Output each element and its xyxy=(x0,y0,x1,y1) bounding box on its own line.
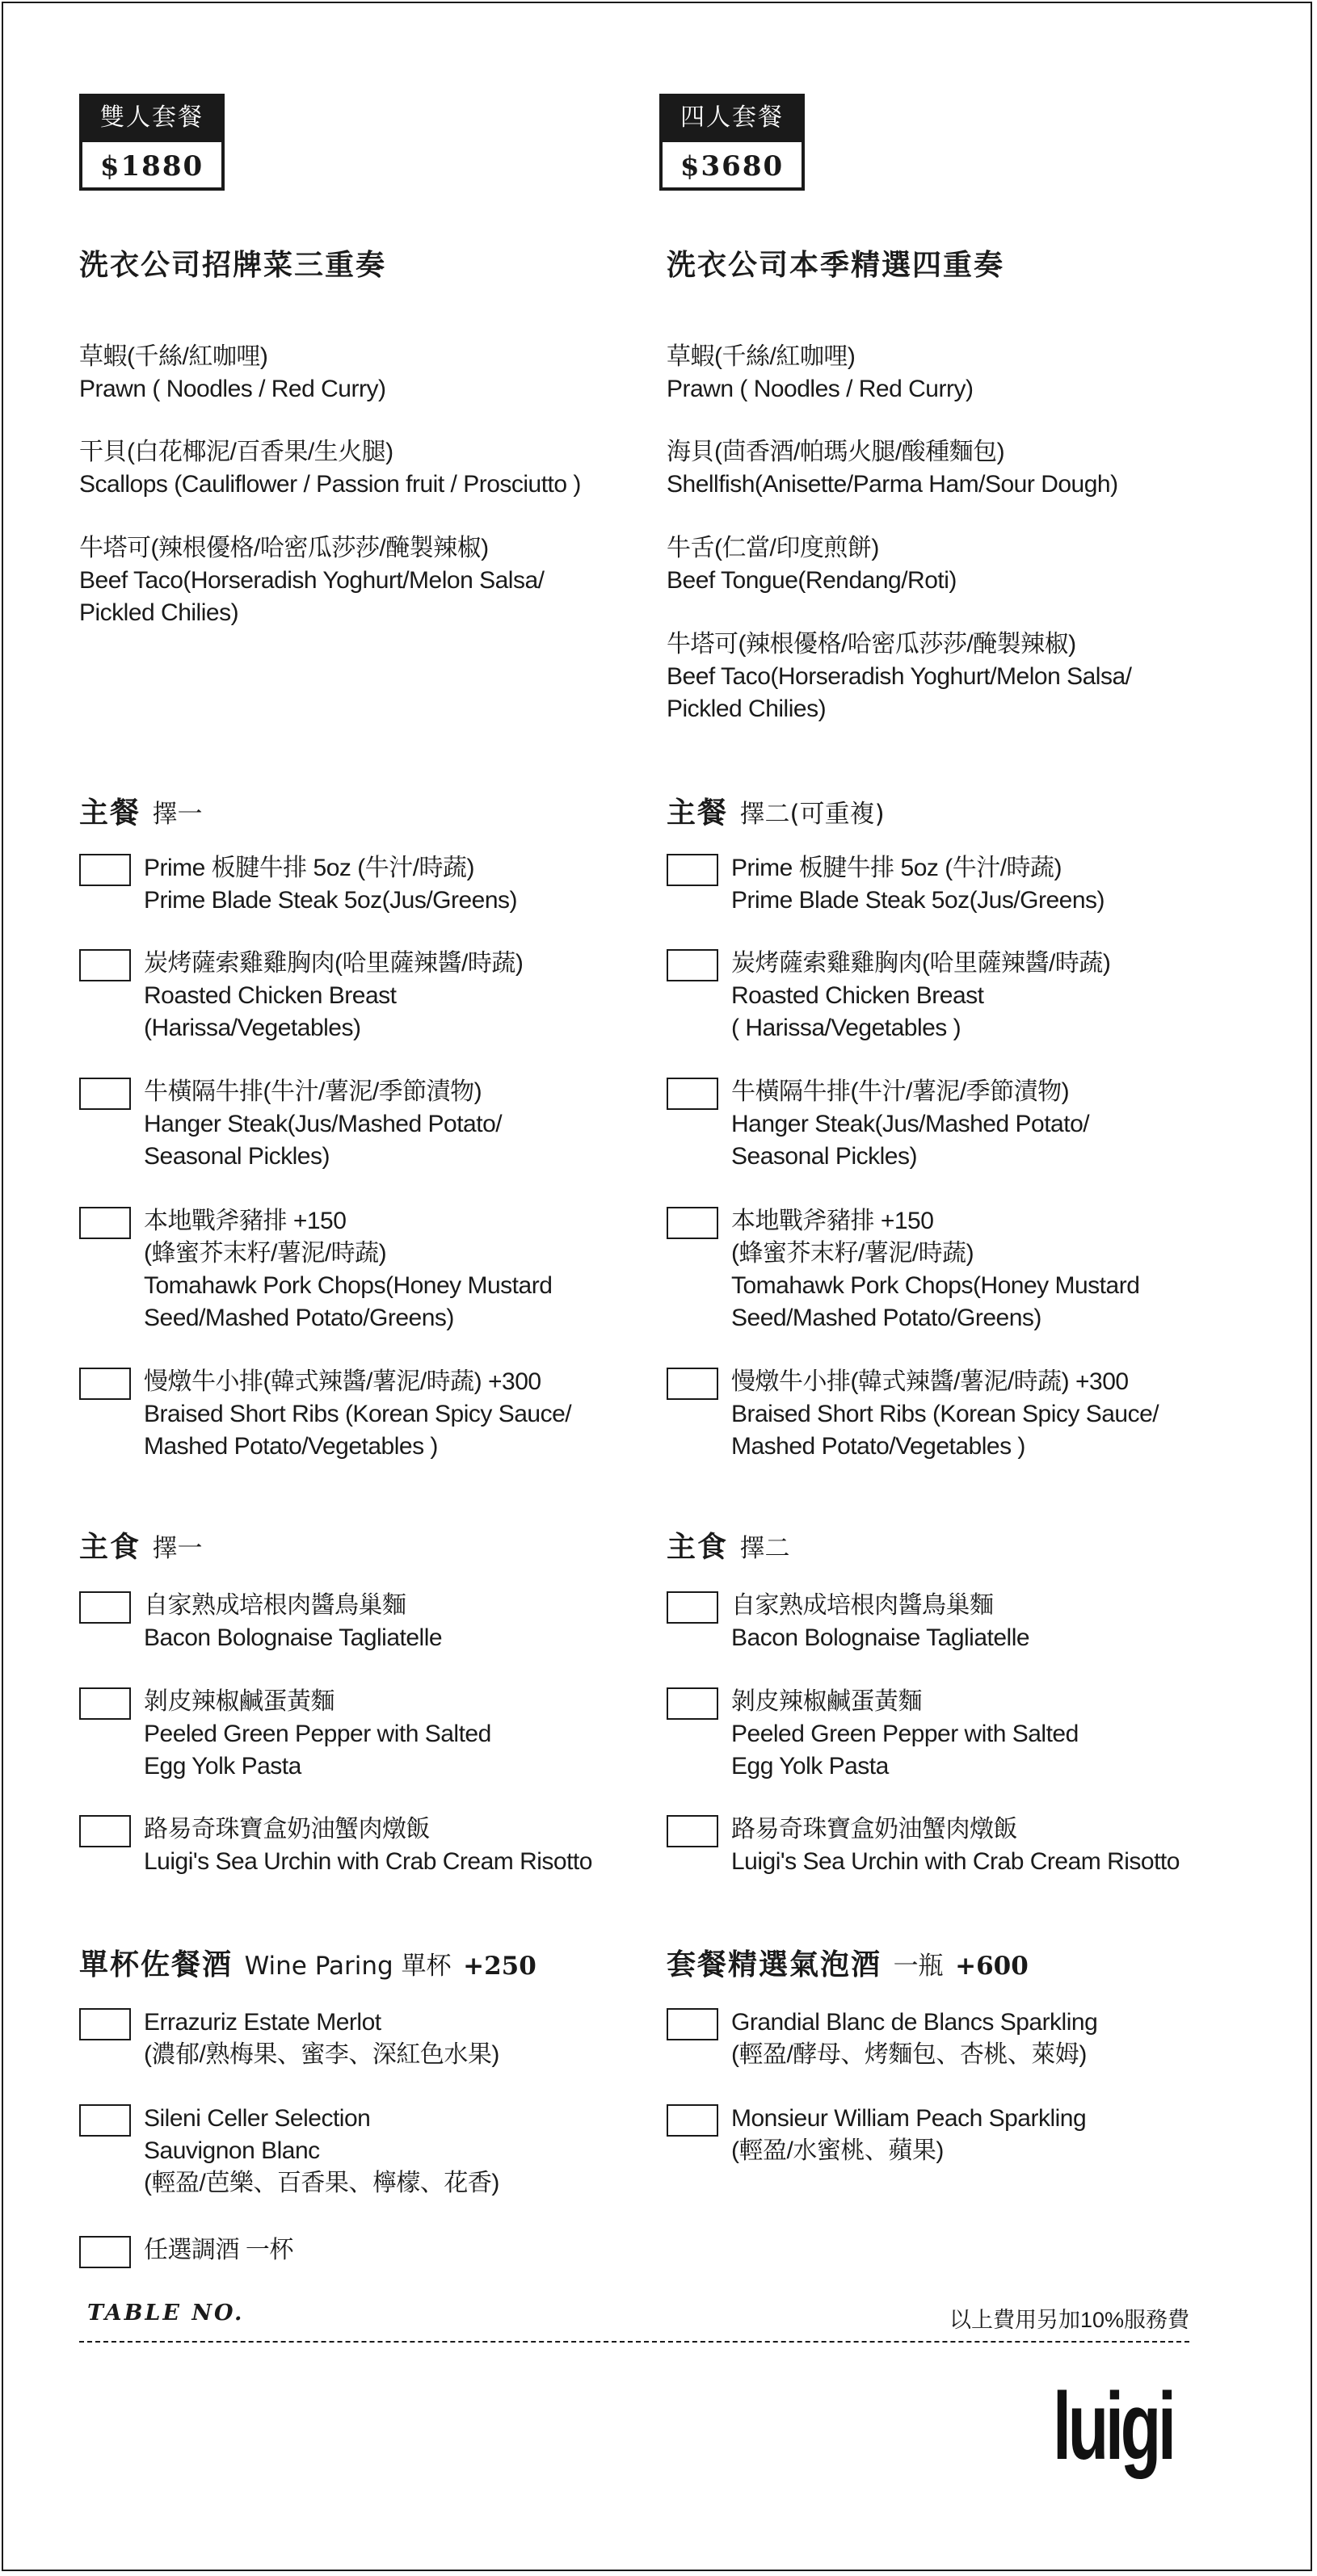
starter-item: 草蝦(千絲/紅咖哩) Prawn ( Noodles / Red Curry) xyxy=(79,343,386,402)
option-checkbox[interactable] xyxy=(79,949,131,981)
option-checkbox[interactable] xyxy=(667,949,718,981)
starter-item: 牛塔可(辣根優格/哈密瓜莎莎/醃製辣椒) Beef Taco(Horseradish Yoghurt/Melon Salsa/ Pickled Chilies) xyxy=(79,535,545,626)
option-checkbox[interactable] xyxy=(79,1815,131,1847)
option-checkbox[interactable] xyxy=(79,2104,131,2137)
option-checkbox[interactable] xyxy=(79,1687,131,1720)
option-checkbox[interactable] xyxy=(667,1368,718,1400)
starter-item: 海貝(茴香酒/帕瑪火腿/酸種麵包) Shellfish(Anisette/Parma Ham/Sour Dough) xyxy=(667,439,1118,498)
set-price: $1880 xyxy=(79,142,225,191)
option-checkbox[interactable] xyxy=(79,1207,131,1239)
option-checkbox[interactable] xyxy=(667,1815,718,1847)
option-checkbox[interactable] xyxy=(667,1078,718,1110)
option-checkbox[interactable] xyxy=(79,854,131,886)
starter-title: 洗衣公司招牌菜三重奏 xyxy=(79,248,387,282)
main-course-title: 主餐 擇二(可重複) xyxy=(667,796,885,830)
option-checkbox[interactable] xyxy=(79,1591,131,1624)
set-label: 四人套餐 xyxy=(659,94,805,142)
starter-item: 牛舌(仁當/印度煎餅) Beef Tongue(Rendang/Roti) xyxy=(667,535,957,594)
option-checkbox[interactable] xyxy=(79,1078,131,1110)
price-badge xyxy=(79,94,225,191)
option-checkbox[interactable] xyxy=(79,2236,131,2268)
main-course-title: 主餐 擇一 xyxy=(79,796,203,830)
wine-title: 單杯佐餐酒 Wine Paring 單杯 +250 xyxy=(79,1948,536,1981)
option-checkbox[interactable] xyxy=(79,2008,131,2040)
option-checkbox[interactable] xyxy=(667,1207,718,1239)
set-label: 雙人套餐 xyxy=(79,94,225,142)
option-checkbox[interactable] xyxy=(667,854,718,886)
option-checkbox[interactable] xyxy=(667,1687,718,1720)
starter-item: 牛塔可(辣根優格/哈密瓜莎莎/醃製辣椒) Beef Taco(Horseradish Yoghurt/Melon Salsa/ Pickled Chilies) xyxy=(667,631,1132,722)
price-badge xyxy=(659,94,805,191)
staple-title: 主食 擇二 xyxy=(667,1530,790,1564)
starter-title: 洗衣公司本季精選四重奏 xyxy=(667,248,1005,282)
starter-item: 干貝(白花椰泥/百香果/生火腿) Scallops (Cauliflower / Passion fruit / Prosciutto ) xyxy=(79,439,581,498)
luigi-logo: luigi xyxy=(1053,2373,1173,2480)
service-charge-note: 以上費用另加10%服務費 xyxy=(949,2308,1189,2332)
set-price: $3680 xyxy=(659,142,805,191)
option-checkbox[interactable] xyxy=(667,2104,718,2137)
staple-title: 主食 擇一 xyxy=(79,1530,203,1564)
option-checkbox[interactable] xyxy=(667,2008,718,2040)
starter-item: 草蝦(千絲/紅咖哩) Prawn ( Noodles / Red Curry) xyxy=(667,343,974,402)
option-checkbox[interactable] xyxy=(667,1591,718,1624)
option-checkbox[interactable] xyxy=(79,1368,131,1400)
table-number-line[interactable] xyxy=(79,2341,1189,2343)
table-number-label: TABLE NO. xyxy=(87,2301,245,2326)
wine-title: 套餐精選氣泡酒 一瓶 +600 xyxy=(667,1948,1029,1981)
